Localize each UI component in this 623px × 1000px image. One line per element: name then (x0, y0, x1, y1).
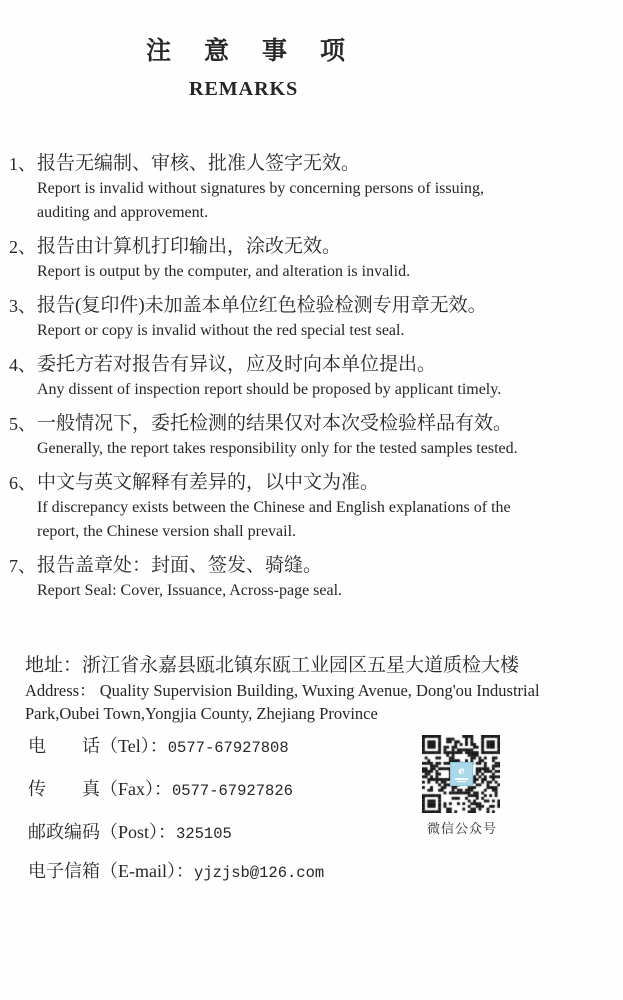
item-text-zh: 一般情况下，委托检测的结果仅对本次受检验样品有效。 (37, 413, 513, 434)
item-text-en-line: report, the Chinese version shall prevail. (37, 523, 297, 540)
remark-item-1 (9, 151, 617, 225)
remark-item-2 (9, 234, 617, 284)
item-text-zh: 委托方若对报告有异议，应及时向本单位提出。 (37, 354, 437, 375)
remark-item-6 (9, 470, 617, 544)
contact-row-post (28, 822, 408, 843)
remark-item-7 (9, 553, 617, 603)
email-value: yjzjsb@126.com (193, 864, 325, 882)
item-text-en-line: Report Seal: Cover, Issuance, Across-page seal. (37, 582, 343, 599)
item-number: 5、 (9, 414, 36, 434)
contact-row-fax (28, 779, 408, 800)
wechat-qr-block (422, 735, 502, 837)
item-text-en-line: If discrepancy exists between the Chinese and English explanations of the (37, 499, 511, 516)
item-number: 7、 (9, 556, 36, 576)
contact-row-email (28, 861, 408, 882)
item-number: 2、 (9, 237, 36, 257)
page-title-english: REMARKS (189, 78, 299, 100)
item-text-zh: 报告(复印件)未加盖本单位红色检验检测专用章无效。 (37, 295, 487, 316)
post-label: 邮政编码（Post）： (28, 822, 177, 842)
qr-logo-bar (457, 781, 466, 782)
contact-row-tel (28, 736, 408, 757)
contact-block (28, 736, 408, 904)
email-label: 电子信箱（E-mail）： (28, 861, 194, 881)
address-line-en: Address： Quality Supervision Building, Wuxing Avenue, Dong'ou Industrial (25, 681, 540, 700)
item-text-en-line: Generally, the report takes responsibility only for the tested samples tested. (37, 440, 518, 457)
item-text-zh: 报告盖章处：封面、签发、骑缝。 (37, 555, 323, 576)
item-text-en-line: Report or copy is invalid without the red special test seal. (37, 322, 405, 339)
address-block (25, 652, 605, 725)
item-text-zh: 中文与英文解释有差异的，以中文为准。 (37, 472, 380, 493)
item-text-en-line: Any dissent of inspection report should be proposed by applicant timely. (37, 381, 502, 398)
page-title-chinese: 注意事项 (146, 38, 379, 65)
address-line-en: Park,Oubei Town,Yongjia County, Zhejiang Province (25, 704, 378, 723)
item-text-en-line: auditing and approvement. (37, 204, 209, 221)
fax-label: 传 真（Fax）： (28, 779, 172, 799)
tel-label: 电 话（Tel）： (28, 736, 168, 756)
remark-item-5 (9, 411, 617, 461)
item-number: 4、 (9, 355, 36, 375)
remark-item-4 (9, 352, 617, 402)
qr-logo-bar (455, 778, 468, 780)
remarks-list (9, 151, 617, 612)
item-number: 1、 (9, 154, 36, 174)
item-number: 6、 (9, 473, 36, 493)
fax-value: 0577-67927826 (172, 782, 293, 800)
item-text-zh: 报告由计算机打印输出，涂改无效。 (37, 236, 342, 257)
address-line-zh: 地址：浙江省永嘉县瓯北镇东瓯工业园区五星大道质检大楼 (25, 655, 520, 676)
item-number: 3、 (9, 296, 36, 316)
remark-item-3 (9, 293, 617, 343)
tel-value: 0577-67927808 (167, 739, 289, 757)
item-text-en-line: Report is invalid without signatures by concerning persons of issuing, (37, 180, 485, 197)
qr-caption: 微信公众号 (426, 821, 497, 836)
qr-logo-glyph: e (458, 765, 465, 777)
qr-center-logo (450, 762, 473, 786)
item-text-en-line: Report is output by the computer, and alteration is invalid. (37, 263, 411, 280)
post-value: 325105 (176, 825, 232, 843)
item-text-zh: 报告无编制、审核、批准人签字无效。 (37, 153, 361, 174)
